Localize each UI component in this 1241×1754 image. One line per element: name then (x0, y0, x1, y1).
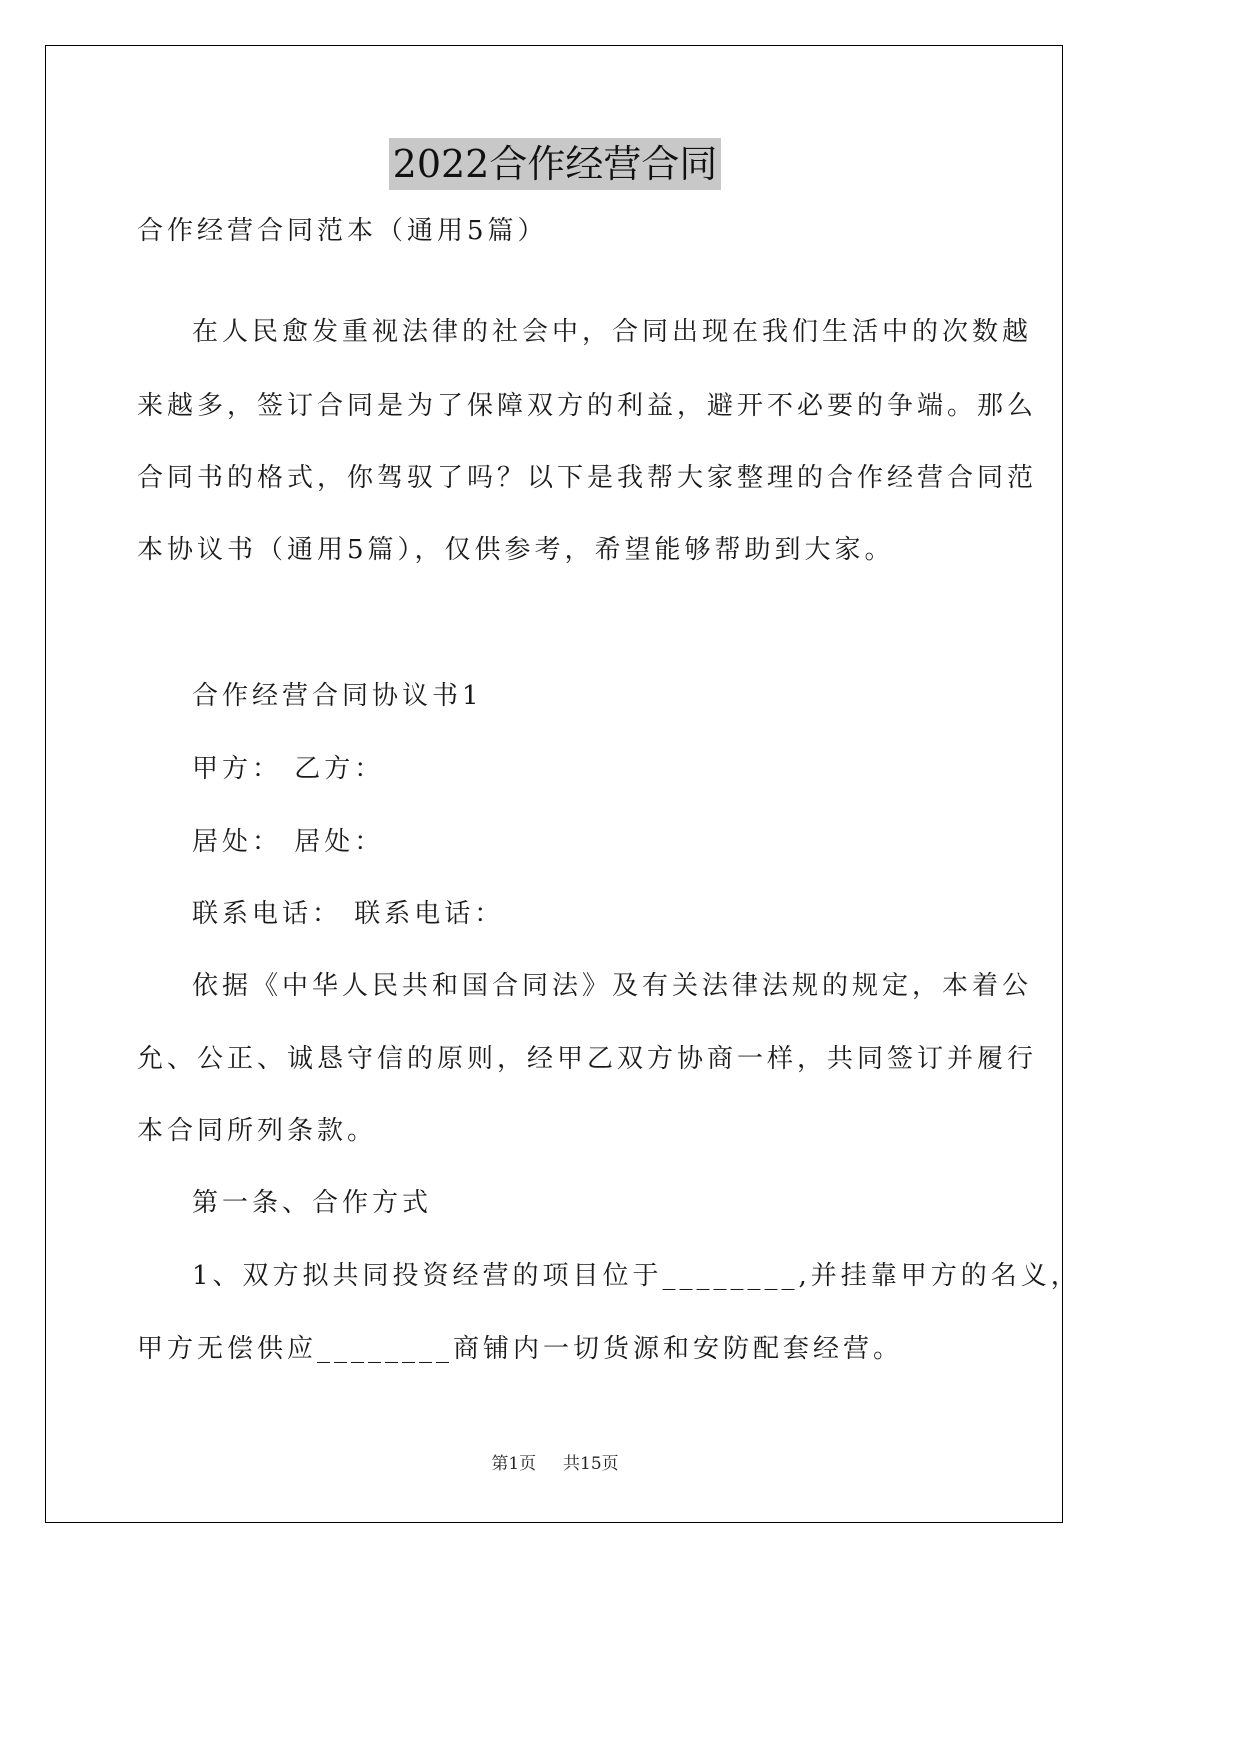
party-line: 甲方： 乙方： (192, 754, 385, 784)
section-heading: 合作经营合同协议书1 (192, 681, 483, 711)
intro-line-4: 本协议书（通用5篇），仅供参考，希望能够帮助到大家。 (137, 535, 895, 565)
intro-line-3: 合同书的格式，你驾驭了吗？以下是我帮大家整理的合作经营合同范 (137, 463, 1038, 493)
basis-line-2: 允、公正、诚恳守信的原则，经甲乙双方协商一样，共同签订并履行 (137, 1044, 1038, 1074)
clause-line-2: 甲方无偿供应________商铺内一切货源和安防配套经营。 (137, 1334, 904, 1364)
clause-line-1: 1、双方拟共同投资经营的项目位于________,并挂靠甲方的名义， (192, 1261, 1081, 1291)
title-container (0, 138, 1110, 190)
page-number-total: 共15页 (563, 1454, 619, 1474)
page-footer (0, 1453, 1110, 1475)
basis-line-1: 依据《中华人民共和国合同法》及有关法律法规的规定，本着公 (192, 971, 1033, 1001)
phone-line: 联系电话： 联系电话： (192, 899, 505, 929)
intro-line-2: 来越多，签订合同是为了保障双方的利益，避开不必要的争端。那么 (137, 391, 1038, 421)
basis-line-3: 本合同所列条款。 (137, 1116, 378, 1146)
address-line: 居处： 居处： (192, 827, 385, 857)
subtitle-line: 合作经营合同范本（通用5篇） (137, 216, 548, 246)
document-title: 2022合作经营合同 (389, 138, 722, 190)
intro-line-1: 在人民愈发重视法律的社会中，合同出现在我们生活中的次数越 (192, 317, 1033, 347)
article-heading: 第一条、合作方式 (192, 1188, 433, 1218)
page-number-current: 第1页 (491, 1454, 537, 1474)
